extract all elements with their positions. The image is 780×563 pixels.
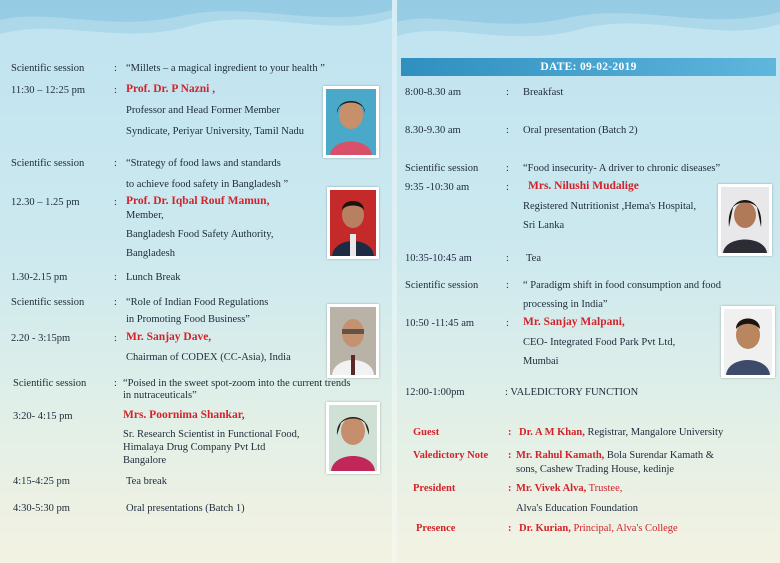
speaker-detail: Registered Nutritionist ,Hema's Hospital, (523, 201, 697, 212)
guest-label: Guest (413, 427, 440, 438)
speaker-photo (326, 402, 380, 474)
speaker-detail: Sri Lanka (523, 220, 565, 231)
speaker-photo (323, 86, 379, 158)
speaker-detail: Bangalore (123, 455, 167, 466)
session-time: 1.30-2.15 pm (11, 272, 68, 283)
presence-role: Principal, Alva's College (570, 523, 678, 534)
session-title: Breakfast (523, 87, 564, 98)
guest-detail (519, 426, 723, 439)
session-title: in nutraceuticals” (123, 390, 197, 401)
session-time: 3:20- 4:15 pm (13, 411, 73, 422)
valedictory-detail (516, 449, 714, 462)
speaker-name: Mr. Sanjay Dave, (126, 331, 212, 343)
right-panel (397, 0, 780, 563)
speaker-detail: Bangladesh (126, 248, 175, 259)
speaker-detail: Member, (126, 210, 164, 221)
session-time: 9:35 -10:30 am (405, 182, 470, 193)
presence-label: Presence (416, 523, 456, 534)
president-detail: Alva's Education Foundation (516, 503, 639, 514)
session-time: 10:50 -11:45 am (405, 318, 475, 329)
colon: : (508, 483, 512, 494)
speaker-detail: Sr. Research Scientist in Functional Food, (123, 429, 300, 440)
presence-name: Dr. Kurian, (519, 523, 571, 534)
session-time: 8:00-8.30 am (405, 87, 461, 98)
session-time: 4:30-5:30 pm (13, 503, 70, 514)
session-label: Scientific session (11, 63, 85, 74)
session-time: 10:35-10:45 am (405, 253, 472, 264)
colon: : (506, 280, 509, 291)
date-banner: DATE: 09-02-2019 (401, 58, 776, 76)
session-time: 12:00-1:00pm (405, 387, 465, 398)
colon: : (506, 318, 509, 329)
colon: : (114, 158, 117, 169)
session-label: Scientific session (13, 378, 87, 389)
speaker-detail: CEO- Integrated Food Park Pvt Ltd, (523, 337, 676, 348)
session-title: : VALEDICTORY FUNCTION (505, 387, 639, 398)
wave-decoration (0, 0, 392, 62)
session-title: Oral presentation (Batch 2) (523, 125, 638, 136)
speaker-photo (721, 306, 775, 378)
wave-decoration (397, 0, 780, 62)
speaker-detail: Chairman of CODEX (CC-Asia), India (126, 352, 291, 363)
speaker-name: Mrs. Nilushi Mudalige (528, 180, 639, 192)
valedictory-name: Mr. Rahul Kamath, (516, 450, 605, 461)
presence-detail (519, 522, 678, 535)
president-name: Mr. Vivek Alva, (516, 483, 587, 494)
session-title: “Role of Indian Food Regulations (126, 297, 269, 308)
colon: : (508, 450, 512, 461)
session-title: to achieve food safety in Bangladesh ” (126, 179, 289, 190)
session-title: “Strategy of food laws and standards (126, 158, 281, 169)
session-title: “ Paradigm shift in food consumption and food (523, 280, 722, 291)
session-time: 4:15-4:25 pm (13, 476, 70, 487)
colon: : (114, 272, 117, 283)
valedictory-label: Valedictory Note (413, 450, 489, 461)
session-time: 8.30-9.30 am (405, 125, 461, 136)
speaker-photo (327, 187, 379, 259)
speaker-detail: Syndicate, Periyar University, Tamil Nadu (126, 126, 305, 137)
speaker-name: Mr. Sanjay Malpani, (523, 316, 625, 328)
president-label: President (413, 483, 456, 494)
colon: : (114, 85, 117, 96)
colon: : (114, 333, 117, 344)
colon: : (114, 197, 117, 208)
colon: : (506, 163, 509, 174)
colon: : (506, 87, 509, 98)
session-time: 2.20 - 3:15pm (11, 333, 71, 344)
session-title: processing in India” (523, 299, 608, 310)
session-title: Lunch Break (126, 272, 181, 283)
session-title: “Poised in the sweet spot-zoom into the current trends (123, 378, 351, 389)
speaker-name: Prof. Dr. Iqbal Rouf Mamun, (126, 195, 270, 207)
speaker-detail: Mumbai (523, 356, 559, 367)
colon: : (114, 63, 117, 74)
colon: : (508, 427, 512, 438)
speaker-detail: Himalaya Drug Company Pvt Ltd (123, 442, 266, 453)
session-label: Scientific session (11, 158, 85, 169)
session-title: “Millets – a magical ingredient to your health ” (126, 63, 325, 74)
speaker-name: Mrs. Poornima Shankar, (123, 409, 245, 421)
colon: : (506, 253, 509, 264)
colon: : (506, 182, 509, 193)
session-title: Tea break (126, 476, 167, 487)
speaker-detail: Bangladesh Food Safety Authority, (126, 229, 274, 240)
colon: : (114, 378, 117, 389)
session-time: 12.30 – 1.25 pm (11, 197, 80, 208)
session-label: Scientific session (11, 297, 85, 308)
session-title: Tea (526, 253, 542, 264)
president-role: Trustee, (586, 483, 623, 494)
guest-name: Dr. A M Khan, (519, 427, 585, 438)
colon: : (506, 125, 509, 136)
colon: : (508, 523, 512, 534)
speaker-name: Prof. Dr. P Nazni , (126, 83, 216, 95)
guest-role: Registrar, Mangalore University (584, 427, 724, 438)
speaker-detail: Professor and Head Former Member (126, 105, 280, 116)
session-label: Scientific session (405, 163, 479, 174)
speaker-photo (327, 304, 379, 378)
president-detail (516, 482, 622, 495)
session-title: in Promoting Food Business” (126, 314, 250, 325)
valedictory-detail: sons, Cashew Trading House, kedinje (516, 464, 675, 475)
session-time: 11:30 – 12:25 pm (11, 85, 85, 96)
session-title: Oral presentations (Batch 1) (126, 503, 245, 514)
colon: : (114, 297, 117, 308)
valedictory-role: Bola Surendar Kamath & (604, 450, 714, 461)
speaker-photo (718, 184, 772, 256)
session-title: “Food insecurity- A driver to chronic diseases” (523, 163, 721, 174)
session-label: Scientific session (405, 280, 479, 291)
